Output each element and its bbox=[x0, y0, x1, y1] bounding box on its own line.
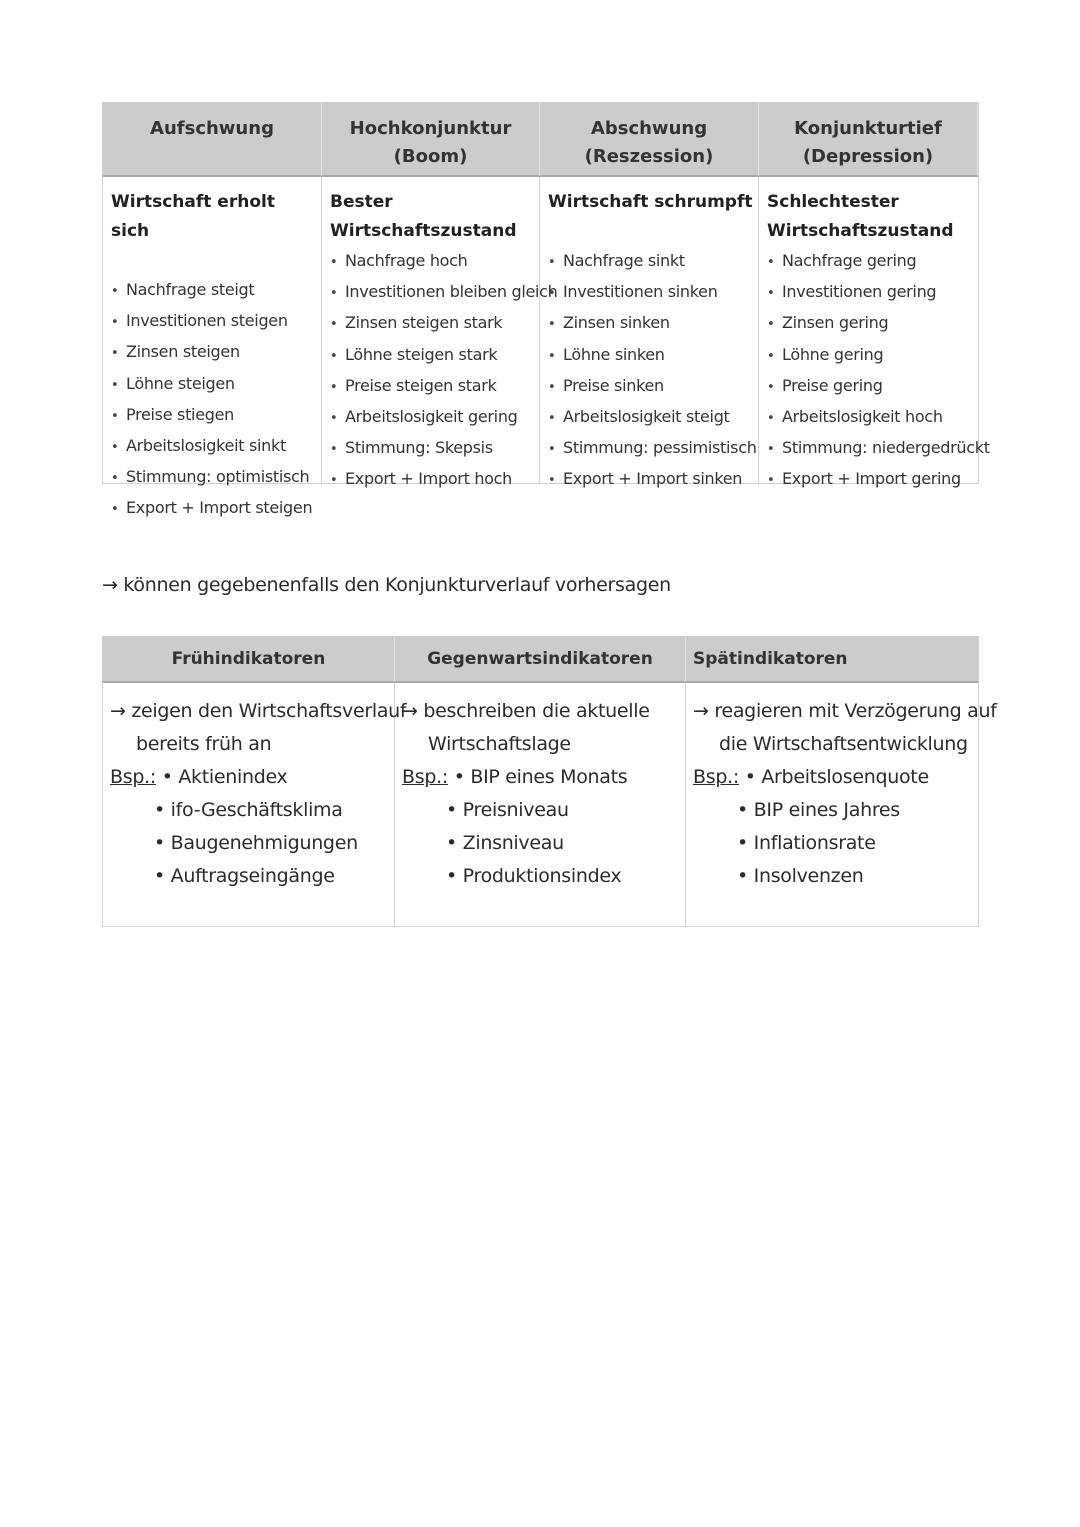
list-item: • Löhne sinken bbox=[548, 340, 754, 371]
list-item: • Nachfrage sinkt bbox=[548, 246, 754, 277]
phase-list bbox=[111, 275, 317, 525]
list-item: • Nachfrage hoch bbox=[330, 246, 535, 277]
indicator-header-frueh: Frühindikatoren bbox=[103, 637, 395, 683]
list-item: • Stimmung: optimistisch bbox=[111, 462, 317, 493]
list-item: • Export + Import sinken bbox=[548, 464, 754, 495]
list-item: • ifo-Geschäftsklima bbox=[110, 794, 388, 827]
example-line bbox=[110, 761, 388, 794]
list-item: • Auftragseingänge bbox=[110, 860, 388, 893]
list-item: • Investitionen sinken bbox=[548, 277, 754, 308]
list-item: • Zinsniveau bbox=[402, 827, 679, 860]
indicator-desc: Wirtschaftslage bbox=[428, 733, 571, 755]
phase-column-hochkonjunktur bbox=[322, 177, 558, 489]
list-item: • Preise stiegen bbox=[111, 400, 317, 431]
list-item: • Zinsen steigen bbox=[111, 337, 317, 368]
phase-title: Schlechtester Wirtschaftszustand bbox=[767, 192, 954, 241]
phase-list bbox=[330, 246, 558, 496]
indicator-desc: → zeigen den Wirtschaftsverlauf bbox=[110, 700, 407, 722]
list-item: • BIP eines Monats bbox=[454, 766, 628, 788]
list-item: • Investitionen steigen bbox=[111, 306, 317, 337]
list-item: • Löhne gering bbox=[767, 340, 974, 371]
list-item: • Preise sinken bbox=[548, 371, 754, 402]
list-item: • Stimmung: Skepsis bbox=[330, 433, 535, 464]
list-item: • Arbeitslosigkeit hoch bbox=[767, 402, 974, 433]
indicator-column-spaet bbox=[686, 683, 997, 926]
list-item: • Arbeitslosigkeit gering bbox=[330, 402, 535, 433]
indicators-table bbox=[102, 636, 997, 927]
list-item: • Zinsen gering bbox=[767, 308, 974, 339]
indicator-column-frueh bbox=[103, 683, 407, 926]
phase-header-konjunkturtief: Konjunkturtief (Depression) bbox=[759, 103, 978, 177]
list-item: • Baugenehmigungen bbox=[110, 827, 388, 860]
phase-list bbox=[767, 246, 990, 496]
list-item: • Arbeitslosigkeit sinkt bbox=[111, 431, 317, 462]
list-item: • Preisniveau bbox=[402, 794, 679, 827]
list-item: • Zinsen sinken bbox=[548, 308, 754, 339]
indicator-desc: die Wirtschaftsentwicklung bbox=[719, 733, 968, 755]
list-item: • Inflationsrate bbox=[693, 827, 972, 860]
phase-header-abschwung: Abschwung (Reszession) bbox=[540, 103, 759, 177]
list-item: • Preise steigen stark bbox=[330, 371, 535, 402]
indicator-header-gegenwart: Gegenwartsindikatoren bbox=[395, 637, 686, 683]
phase-title: Wirtschaft schrumpft bbox=[548, 192, 753, 212]
list-item: • Stimmung: niedergedrückt bbox=[767, 433, 974, 464]
list-item: • Nachfrage gering bbox=[767, 246, 974, 277]
forecast-note: → können gegebenenfalls den Konjunkturverlauf vorhersagen bbox=[102, 574, 671, 596]
phase-list bbox=[548, 246, 757, 496]
phase-title: Bester Wirtschaftszustand bbox=[330, 192, 517, 241]
list-item: • Aktienindex bbox=[162, 766, 288, 788]
phase-title: Wirtschaft erholt sich bbox=[111, 192, 275, 241]
indicator-header-spaet: Spätindikatoren bbox=[686, 637, 978, 683]
list-item: • Export + Import steigen bbox=[111, 493, 317, 524]
indicator-desc: → beschreiben die aktuelle bbox=[402, 700, 650, 722]
phases-table bbox=[102, 102, 990, 518]
list-item: • Löhne steigen stark bbox=[330, 340, 535, 371]
list-item: • Arbeitslosenquote bbox=[745, 766, 929, 788]
list-item: • Zinsen steigen stark bbox=[330, 308, 535, 339]
phase-header-aufschwung: Aufschwung bbox=[103, 103, 322, 177]
phase-column-abschwung bbox=[540, 177, 759, 489]
list-item: • Export + Import hoch bbox=[330, 464, 535, 495]
indicator-column-gegenwart bbox=[395, 683, 686, 926]
indicator-desc: → reagieren mit Verzögerung auf bbox=[693, 700, 997, 722]
list-item: • Löhne steigen bbox=[111, 369, 317, 400]
example-line bbox=[693, 761, 972, 794]
list-item: • Nachfrage steigt bbox=[111, 275, 317, 306]
bsp-label: Bsp.: bbox=[402, 766, 448, 788]
list-item: • Produktionsindex bbox=[402, 860, 679, 893]
list-item: • Investitionen gering bbox=[767, 277, 974, 308]
bsp-label: Bsp.: bbox=[110, 766, 156, 788]
list-item: • Stimmung: pessimistisch bbox=[548, 433, 754, 464]
phase-column-konjunkturtief bbox=[759, 177, 990, 489]
list-item: • Export + Import gering bbox=[767, 464, 974, 495]
phase-column-aufschwung bbox=[103, 177, 322, 518]
bsp-label: Bsp.: bbox=[693, 766, 739, 788]
list-item: • Investitionen bleiben gleich bbox=[330, 277, 535, 308]
list-item: • Arbeitslosigkeit steigt bbox=[548, 402, 754, 433]
list-item: • BIP eines Jahres bbox=[693, 794, 972, 827]
phase-header-hochkonjunktur: Hochkonjunktur (Boom) bbox=[322, 103, 540, 177]
list-item: • Preise gering bbox=[767, 371, 974, 402]
list-item: • Insolvenzen bbox=[693, 860, 972, 893]
example-line bbox=[402, 761, 679, 794]
indicator-desc: bereits früh an bbox=[136, 733, 272, 755]
